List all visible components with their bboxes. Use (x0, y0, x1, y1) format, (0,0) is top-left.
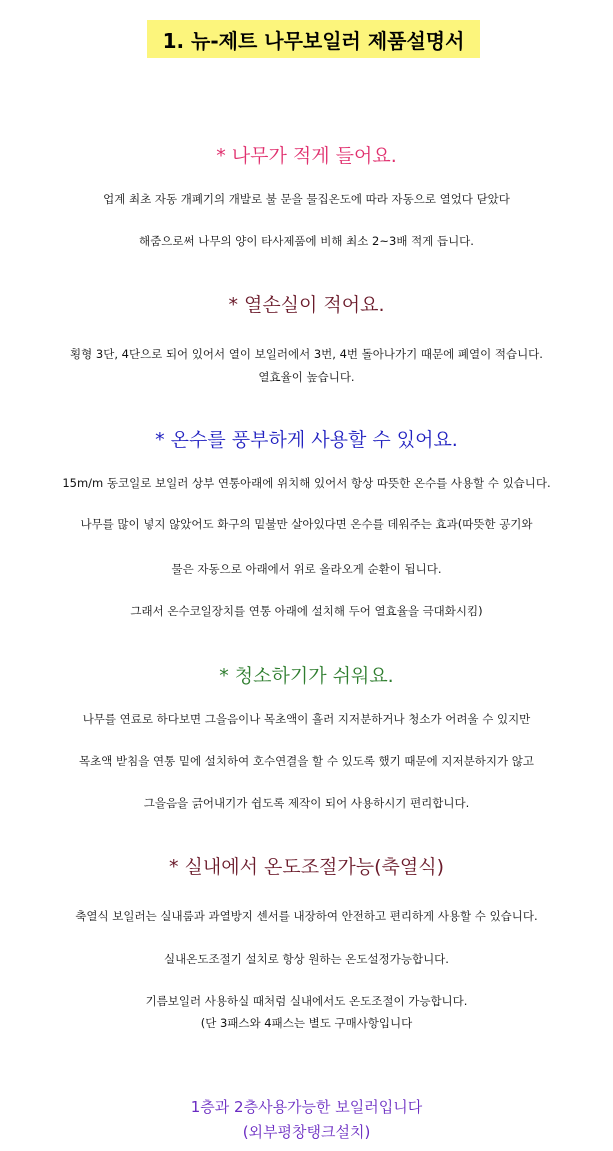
footer-note-sub: (외부평창탱크설치) (242, 1123, 371, 1141)
section-heading-less-wood: * 나무가 적게 들어요. (216, 145, 397, 167)
page-title: 1. 뉴-제트 나무보일러 제품설명서 (147, 20, 480, 58)
footer-note: 1층과 2층사용가능한 보일러입니다 (190, 1098, 423, 1116)
section-text-line: 축열식 보일러는 실내룸과 과열방지 센서를 내장하여 안전하고 편리하게 사용할 수 있습니다. (75, 909, 538, 923)
section-text-line: 목초액 받침을 연통 밑에 설치하여 호수연결을 할 수 있도록 했기 때문에 지저분하지가 않고 (79, 754, 534, 768)
section-text-line: 나무를 많이 넣지 않았어도 화구의 밑불만 살아있다면 온수를 데워주는 효과(따뜻한 공기와 (80, 517, 533, 531)
section-text-line: 그래서 온수코일장치를 연통 아래에 설치해 두어 열효율을 극대화시킴) (130, 604, 483, 618)
section-text-line: 그을음을 긁어내기가 쉽도록 제작이 되어 사용하시기 편리합니다. (143, 796, 470, 810)
section-text-line: (단 3패스와 4패스는 별도 구매사항입니다 (200, 1016, 413, 1030)
section-text-line: 물은 자동으로 아래에서 위로 올라오게 순환이 됩니다. (171, 562, 442, 576)
section-heading-temperature-control: * 실내에서 온도조절가능(축열식) (168, 856, 444, 878)
section-text-line: 횡형 3단, 4단으로 되어 있어서 열이 보일러에서 3번, 4번 돌아나가기 때문에 폐열이 적습니다. (70, 347, 543, 361)
section-text-line: 열효율이 높습니다. (258, 370, 355, 384)
section-text-line: 해줌으로써 나무의 양이 타사제품에 비해 최소 2~3배 적게 듭니다. (139, 234, 474, 248)
section-heading-hot-water: * 온수를 풍부하게 사용할 수 있어요. (155, 429, 458, 451)
section-heading-low-heat-loss: * 열손실이 적어요. (228, 294, 385, 316)
section-text-line: 기름보일러 사용하실 때처럼 실내에서도 온도조절이 가능합니다. (145, 994, 468, 1008)
section-text-line: 업계 최초 자동 개폐기의 개발로 불 문을 물집온도에 따라 자동으로 열었다 닫았다 (103, 192, 510, 206)
section-text-line: 나무를 연료로 하다보면 그을음이나 목초액이 흘러 지저분하거나 청소가 어려울 수 있지만 (82, 712, 531, 726)
section-heading-easy-cleaning: * 청소하기가 쉬워요. (219, 665, 394, 687)
section-text-line: 실내온도조절기 설치로 항상 원하는 온도설정가능합니다. (164, 952, 449, 966)
section-text-line: 15m/m 동코일로 보일러 상부 연통아래에 위치해 있어서 항상 따뜻한 온수를 사용할 수 있습니다. (62, 476, 551, 490)
